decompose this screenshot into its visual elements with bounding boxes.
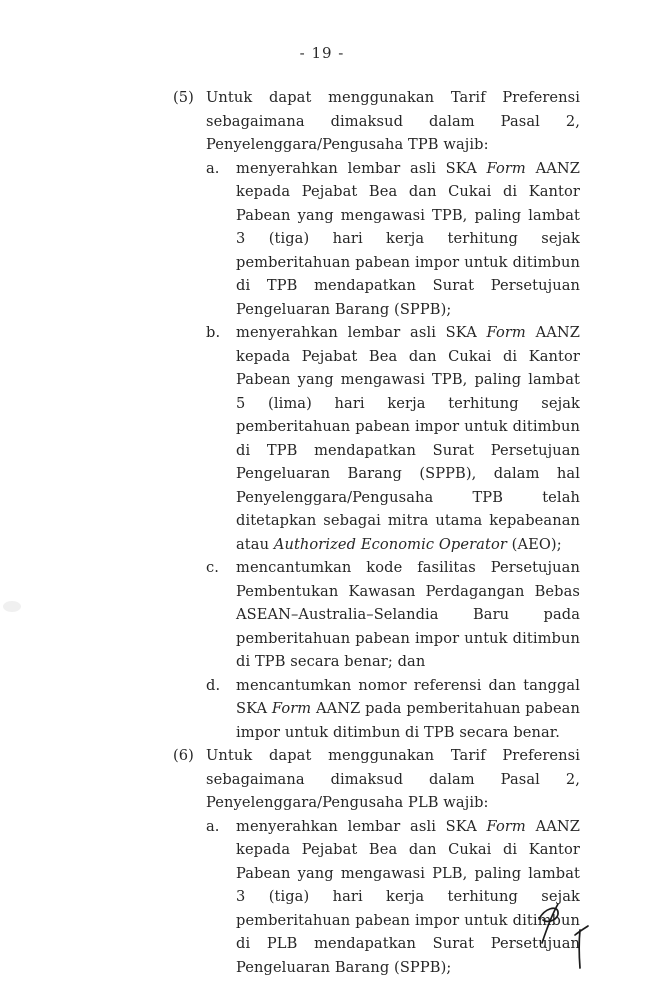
item-intro-text: Untuk dapat menggunakan Tarif Preferensi sebagaimana dimaksud dalam Pasal 2, Penyelenggara/Pengusaha PLB wajib: bbox=[206, 747, 580, 811]
handwritten-paraf-icon bbox=[539, 904, 558, 943]
item-marker: (5) bbox=[173, 89, 194, 106]
item-intro-text: Untuk dapat menggunakan Tarif Preferensi sebagaimana dimaksud dalam Pasal 2, Penyelenggara/Pengusaha TPB wajib: bbox=[206, 89, 580, 153]
subitem-marker: a. bbox=[206, 159, 220, 177]
subitem-marker: b. bbox=[206, 324, 221, 341]
subitem-text: menyerahkan lembar asli SKA Form AANZ kepada Pejabat Bea dan Cukai di Kantor Pabean yang mengawasi TPB, paling lambat 3 (tiga) hari kerja terhitung sejak pemberitahuan pabean impor untuk ditimbun di TPB mendapatkan Surat Persetujuan Pengeluaran Barang (SPPB); bbox=[236, 159, 580, 318]
numbered-item-5 bbox=[173, 86, 580, 744]
subitem-5a bbox=[206, 157, 580, 322]
page-number: - 19 - bbox=[299, 44, 345, 62]
numbered-item-6 bbox=[173, 744, 580, 979]
subitem-marker: a. bbox=[206, 817, 220, 835]
subitem-text: menyerahkan lembar asli SKA Form AANZ kepada Pejabat Bea dan Cukai di Kantor Pabean yang mengawasi PLB, paling lambat 3 (tiga) hari kerja terhitung sejak pemberitahuan pabean impor untuk ditimbun di PLB mendapatkan Surat Persetujuan Pengeluaran Barang (SPPB); bbox=[236, 817, 580, 976]
item-marker: (6) bbox=[173, 747, 194, 764]
subitem-text: mencantumkan kode fasilitas Persetujuan Pembentukan Kawasan Perdagangan Bebas ASEAN–Australia–Selandia Baru pada pemberitahuan pabean impor untuk ditimbun di TPB secara benar; dan bbox=[236, 559, 580, 670]
subitem-5b bbox=[206, 321, 580, 556]
subitem-5c bbox=[206, 556, 580, 674]
scan-smudge bbox=[3, 601, 21, 612]
document-body bbox=[173, 86, 580, 979]
subitem-marker: c. bbox=[206, 559, 220, 576]
subitem-marker: d. bbox=[206, 676, 221, 694]
handwritten-marks bbox=[528, 893, 603, 988]
subitem-text: mencantumkan nomor referensi dan tanggal SKA Form AANZ pada pemberitahuan pabean impor untuk ditimbun di TPB secara benar. bbox=[236, 676, 580, 741]
subitem-text: menyerahkan lembar asli SKA Form AANZ kepada Pejabat Bea dan Cukai di Kantor Pabean yang mengawasi TPB, paling lambat 5 (lima) hari kerja terhitung sejak pemberitahuan pabean impor untuk ditimbun di TPB mendapatkan Surat Persetujuan Pengeluaran Barang (SPPB), dalam hal Penyelenggara/Pengusaha TPB telah ditetapkan sebagai mitra utama kepabeanan atau Authorized Economic Operator (AEO); bbox=[236, 324, 580, 553]
subitem-6a bbox=[206, 815, 580, 980]
subitem-5d bbox=[206, 674, 580, 745]
handwritten-initial-icon bbox=[575, 926, 588, 968]
